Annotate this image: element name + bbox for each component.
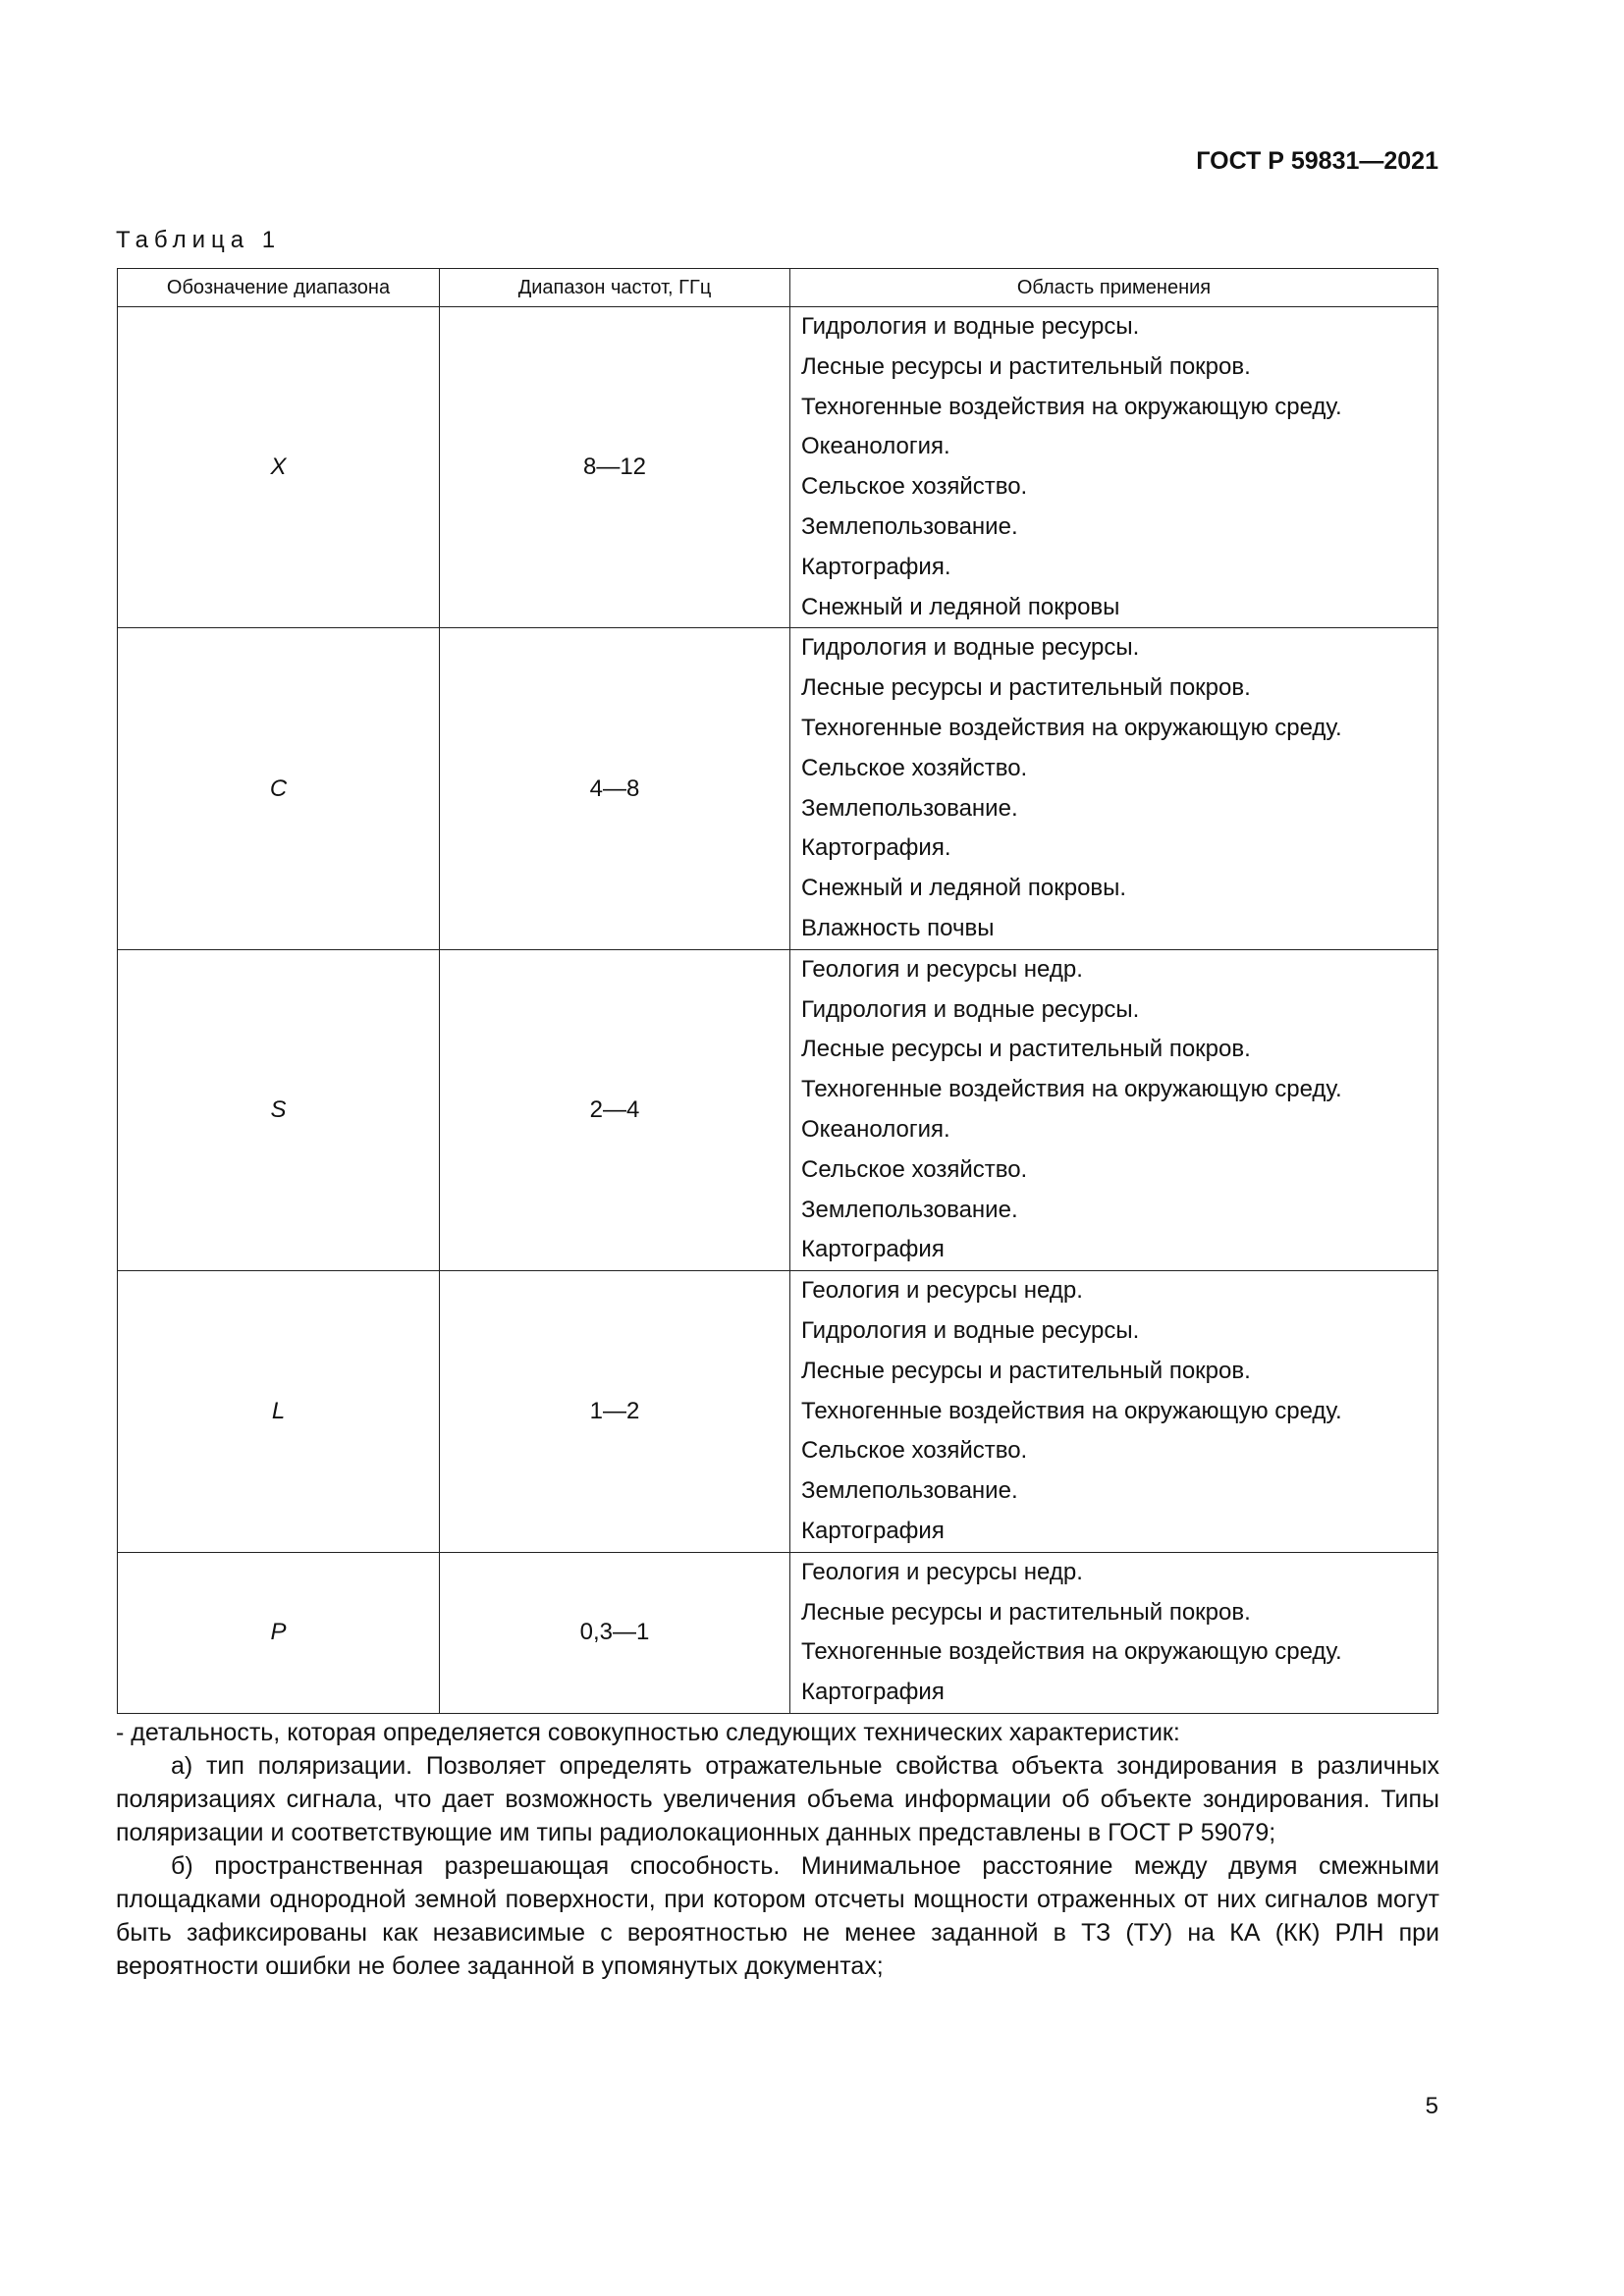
document-header: ГОСТ Р 59831—2021 <box>1196 147 1438 175</box>
application-list <box>790 1271 1438 1553</box>
application-item: Лесные ресурсы и растительный покров. <box>801 1357 1251 1384</box>
application-item: Лесные ресурсы и растительный покров. <box>801 1036 1251 1063</box>
application-item: Картография <box>801 1236 945 1263</box>
band-designation: P <box>118 1552 440 1713</box>
frequency-range: 8—12 <box>440 307 790 628</box>
paragraph-detail: - детальность, которая определяется совокупностью следующих технических характеристик: <box>116 1719 1180 1746</box>
application-item: Картография. <box>801 553 951 580</box>
page-number: 5 <box>1425 2093 1438 2119</box>
application-item: Геология и ресурсы недр. <box>801 1277 1083 1305</box>
paragraph-polarization: а) тип поляризации. Позволяет определять отражательные свойства объекта зондирования в различных поляризациях сигнала, что дает возможность увеличения объема информации об объекте зондирования. Типы поляризации и соответствующие им типы радиолокационных данных представлены в ГОСТ Р 59079; <box>116 1752 1439 1846</box>
table-body <box>118 307 1438 1714</box>
bands-table <box>117 268 1438 1714</box>
application-item: Океанология. <box>801 1115 950 1143</box>
application-item: Сельское хозяйство. <box>801 473 1028 501</box>
application-item: Влажность почвы <box>801 914 995 941</box>
frequency-range: 1—2 <box>440 1271 790 1553</box>
application-item: Лесные ресурсы и растительный покров. <box>801 1598 1251 1626</box>
frequency-range: 0,3—1 <box>440 1552 790 1713</box>
column-header-application: Область применения <box>790 269 1438 307</box>
application-item: Техногенные воздействия на окружающую среду. <box>801 714 1342 741</box>
application-item: Сельское хозяйство. <box>801 1155 1028 1183</box>
table-row <box>118 307 1438 628</box>
application-list <box>790 307 1438 628</box>
application-item: Картография. <box>801 834 951 862</box>
application-item: Лесные ресурсы и растительный покров. <box>801 352 1251 380</box>
application-list <box>790 949 1438 1270</box>
application-item: Землепользование. <box>801 1477 1018 1505</box>
application-item: Техногенные воздействия на окружающую среду. <box>801 393 1342 420</box>
band-designation: S <box>118 949 440 1270</box>
table-row <box>118 949 1438 1270</box>
application-item: Техногенные воздействия на окружающую среду. <box>801 1397 1342 1424</box>
application-item: Гидрология и водные ресурсы. <box>801 313 1140 340</box>
application-item: Лесные ресурсы и растительный покров. <box>801 674 1251 702</box>
application-item: Снежный и ледяной покровы. <box>801 875 1127 902</box>
application-item: Землепользование. <box>801 1196 1018 1223</box>
table-caption: Таблица 1 <box>116 227 282 253</box>
application-item: Сельское хозяйство. <box>801 754 1028 781</box>
band-designation: C <box>118 628 440 949</box>
table-row <box>118 628 1438 949</box>
body-text <box>116 1716 1439 1983</box>
table-row <box>118 1271 1438 1553</box>
paragraph-resolution: б) пространственная разрешающая способность. Минимальное расстояние между двумя смежными площадками однородной земной поверхности, при котором отсчеты мощности отраженных от них сигналов могут быть зафиксированы как независимые с вероятностью не менее заданной в ТЗ (ТУ) на КА (КК) РЛН при вероятности ошибки не более заданной в упомянутых документах; <box>116 1852 1439 1980</box>
application-item: Техногенные воздействия на окружающую среду. <box>801 1076 1342 1103</box>
frequency-range: 2—4 <box>440 949 790 1270</box>
table-row <box>118 1552 1438 1713</box>
application-item: Гидрология и водные ресурсы. <box>801 1316 1140 1344</box>
application-item: Землепользование. <box>801 794 1018 822</box>
application-list <box>790 628 1438 949</box>
application-item: Гидрология и водные ресурсы. <box>801 995 1140 1023</box>
column-header-frequency: Диапазон частот, ГГц <box>440 269 790 307</box>
column-header-band: Обозначение диапазона <box>118 269 440 307</box>
application-item: Океанология. <box>801 433 950 460</box>
application-item: Картография <box>801 1679 945 1706</box>
application-item: Гидрология и водные ресурсы. <box>801 634 1140 662</box>
application-item: Сельское хозяйство. <box>801 1437 1028 1465</box>
band-designation: L <box>118 1271 440 1553</box>
application-list <box>790 1552 1438 1713</box>
application-item: Геология и ресурсы недр. <box>801 1558 1083 1585</box>
application-item: Техногенные воздействия на окружающую среду. <box>801 1638 1342 1666</box>
application-item: Снежный и ледяной покровы <box>801 593 1120 620</box>
table-header-row <box>118 269 1438 307</box>
frequency-range: 4—8 <box>440 628 790 949</box>
application-item: Геология и ресурсы недр. <box>801 955 1083 983</box>
application-item: Картография <box>801 1517 945 1544</box>
band-designation: X <box>118 307 440 628</box>
application-item: Землепользование. <box>801 512 1018 540</box>
